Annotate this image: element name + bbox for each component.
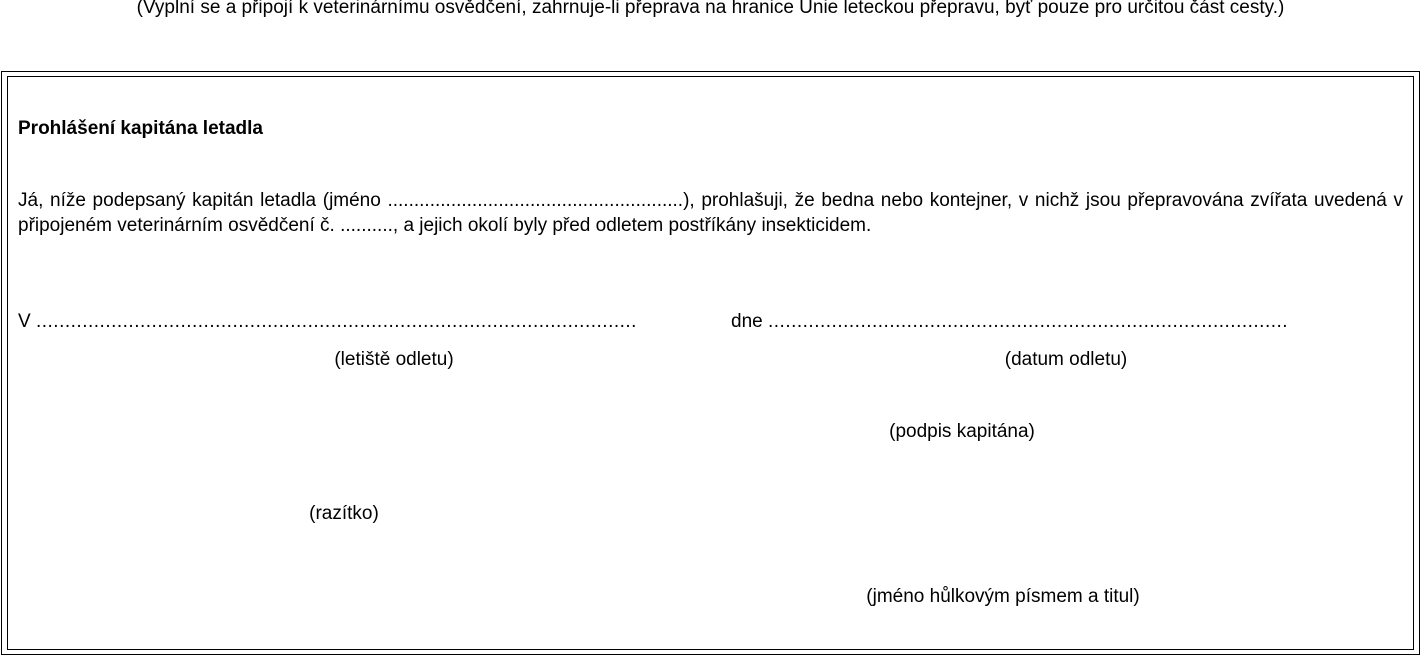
- place-line: [18, 309, 718, 334]
- intro-note: (Vyplní se a připojí k veterinárnímu osvědčení, zahrnuje-li přeprava na hranice Unie leteckou přepravu, byť pouze pro určitou část cesty.): [136, 0, 1285, 18]
- date-dots: ..........................................................................................: [767, 311, 1289, 332]
- signature-caption: (podpis kapitána): [889, 421, 1035, 442]
- form-title: Prohlášení kapitána letadla: [18, 118, 263, 139]
- declaration-frame: [1, 71, 1420, 655]
- place-caption: (letiště odletu): [334, 349, 454, 370]
- place-prefix: V: [18, 311, 31, 332]
- name-caption: (jméno hůlkovým písmem a titul): [866, 586, 1140, 607]
- declaration-frame-inner: [7, 76, 1414, 650]
- date-caption: (datum odletu): [1004, 349, 1128, 370]
- date-prefix: dne: [731, 311, 763, 332]
- place-dots: ........................................................................................................: [35, 311, 637, 332]
- stamp-caption: (razítko): [309, 503, 379, 524]
- date-line: [731, 309, 1401, 334]
- declaration-text: Já, níže podepsaný kapitán letadla (jméno ........................................................), prohlašuji, že bedna nebo kontejner, v nichž jsou přepravována zvířata uvedená v připojeném veterinárním osvědčení č. .........., a jejich okolí byly před odletem postříkány insekticidem.: [18, 190, 1403, 236]
